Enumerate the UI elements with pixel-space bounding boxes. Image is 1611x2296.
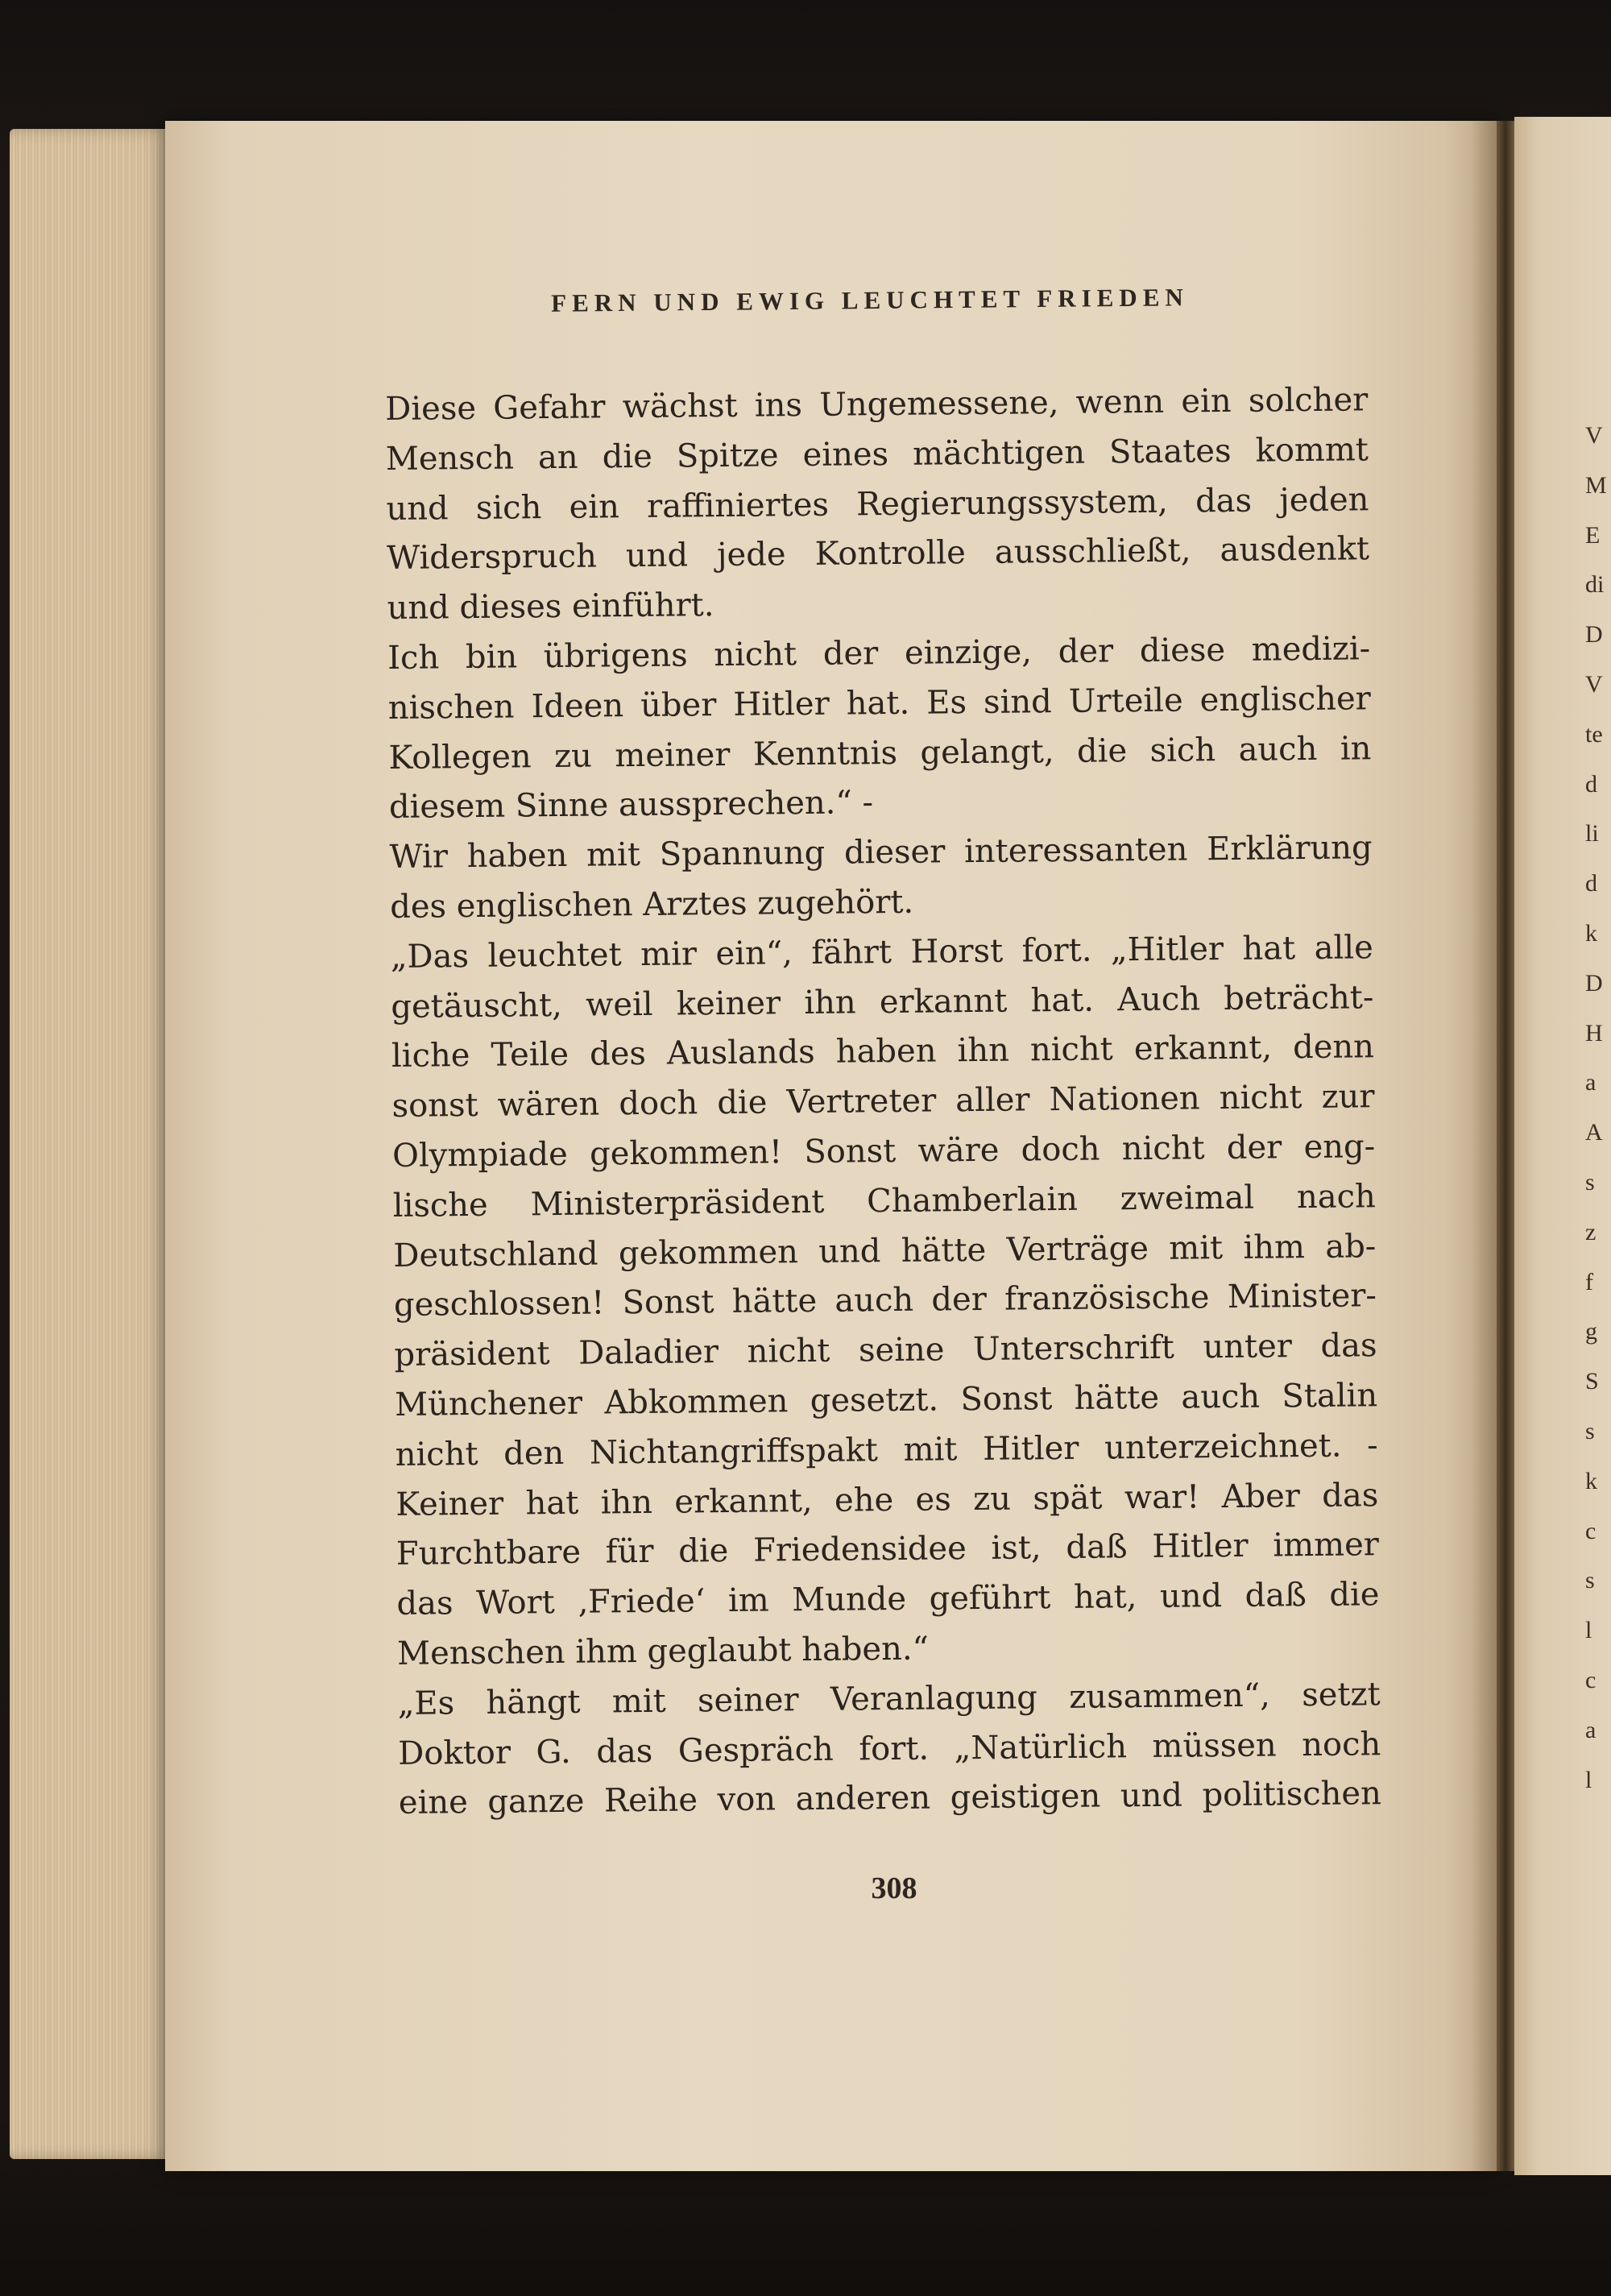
text-line: eine ganze Reihe von anderen geistigen und politischen: [398, 1775, 1382, 1822]
text-line: und dieses einführt.: [387, 586, 714, 628]
facing-letter: te: [1585, 720, 1603, 748]
text-line: diesem Sinne aussprechen.“ -: [388, 784, 874, 827]
facing-letter: c: [1585, 1517, 1597, 1544]
running-head: FERN UND EWIG LEUCHTET FRIEDEN: [551, 283, 1189, 317]
text-line: Olympiade gekommen! Sonst wäre doch nicht der eng-: [391, 1128, 1376, 1175]
text-line: Ich bin übrigens nicht der einzige, der diese medizi-: [387, 630, 1371, 677]
facing-letter: M: [1585, 471, 1607, 499]
facing-letter: a: [1585, 1716, 1597, 1743]
facing-letter: s: [1585, 1567, 1595, 1594]
facing-letter: l: [1585, 1766, 1592, 1793]
facing-letter: c: [1585, 1666, 1597, 1693]
facing-letter: z: [1585, 1218, 1597, 1245]
text-line: Mensch an die Spitze eines mächtigen Staates kommt: [385, 431, 1369, 478]
facing-letter: A: [1585, 1119, 1603, 1146]
text-line: Keiner hat ihn erkannt, ehe es zu spät war! Aber das: [396, 1476, 1379, 1523]
text-line: Furchtbare für die Friedensidee ist, daß Hitler immer: [396, 1526, 1380, 1573]
text-line: geschlossen! Sonst hätte auch der französische Minister-: [393, 1277, 1377, 1324]
facing-letter: E: [1585, 521, 1601, 549]
book-gutter: [1497, 121, 1514, 2171]
facing-letter: f: [1585, 1268, 1593, 1295]
facing-letter: S: [1585, 1368, 1599, 1395]
text-line: Doktor G. das Gespräch fort. „Natürlich müssen noch: [398, 1725, 1381, 1772]
text-line: Menschen ihm geglaubt haben.“: [396, 1630, 930, 1672]
facing-letter: D: [1585, 621, 1603, 649]
text-line: getäuscht, weil keiner ihn erkannt hat. Auch beträcht-: [391, 978, 1374, 1026]
facing-letter: V: [1585, 422, 1603, 449]
text-line: und sich ein raffiniertes Regierungssystem, das jeden: [386, 480, 1369, 528]
body-text: [385, 375, 1381, 1829]
facing-letter: l: [1585, 1617, 1592, 1644]
text-line: Kollegen zu meiner Kenntnis gelangt, die sich auch in: [388, 729, 1372, 777]
text-line: präsident Daladier nicht seine Unterschrift unter das: [394, 1327, 1377, 1374]
text-line: „Es hängt mit seiner Veranlagung zusammen“, setzt: [397, 1675, 1381, 1722]
text-line: Diese Gefahr wächst ins Ungemessene, wenn ein solcher: [385, 381, 1369, 428]
facing-letter: D: [1585, 969, 1603, 997]
text-line: Münchener Abkommen gesetzt. Sonst hätte auch Stalin: [394, 1377, 1378, 1424]
facing-letter: k: [1585, 1467, 1597, 1494]
facing-letter: li: [1585, 820, 1599, 848]
facing-letter: g: [1585, 1318, 1597, 1345]
text-line: liche Teile des Auslands haben ihn nicht erkannt, denn: [391, 1028, 1375, 1075]
facing-letter: k: [1585, 919, 1597, 947]
text-line: lische Ministerpräsident Chamberlain zweimal nach: [392, 1177, 1376, 1225]
facing-letter: V: [1585, 670, 1603, 698]
page-stack-edge: [10, 129, 175, 2159]
text-line: das Wort ‚Friede‘ im Munde geführt hat, und daß die: [396, 1576, 1380, 1623]
text-line: sonst wären doch die Vertreter aller Nationen nicht zur: [391, 1078, 1375, 1125]
page-number: 308: [871, 1871, 917, 1905]
facing-letter: H: [1585, 1019, 1603, 1046]
facing-letter: s: [1585, 1168, 1595, 1196]
text-line: „Das leuchtet mir ein“, fährt Horst fort. „Hitler hat alle: [390, 929, 1373, 976]
facing-page-letters: [1585, 411, 1611, 1805]
text-line: Widerspruch und jede Kontrolle ausschließt, ausdenkt: [386, 530, 1370, 578]
text-line: nischen Ideen über Hitler hat. Es sind Urteile englischer: [387, 680, 1372, 727]
text-line: Wir haben mit Spannung dieser interessanten Erklärung: [389, 829, 1373, 877]
facing-letter: di: [1585, 571, 1605, 599]
text-line: nicht den Nichtangriffspakt mit Hitler unterzeichnet. -: [395, 1426, 1378, 1473]
facing-letter: d: [1585, 870, 1597, 897]
text-line: des englischen Arztes zugehört.: [389, 883, 914, 926]
facing-letter: s: [1585, 1417, 1595, 1444]
facing-letter: d: [1585, 770, 1597, 798]
text-line: Deutschland gekommen und hätte Verträge mit ihm ab-: [393, 1227, 1377, 1274]
facing-letter: a: [1585, 1069, 1597, 1096]
